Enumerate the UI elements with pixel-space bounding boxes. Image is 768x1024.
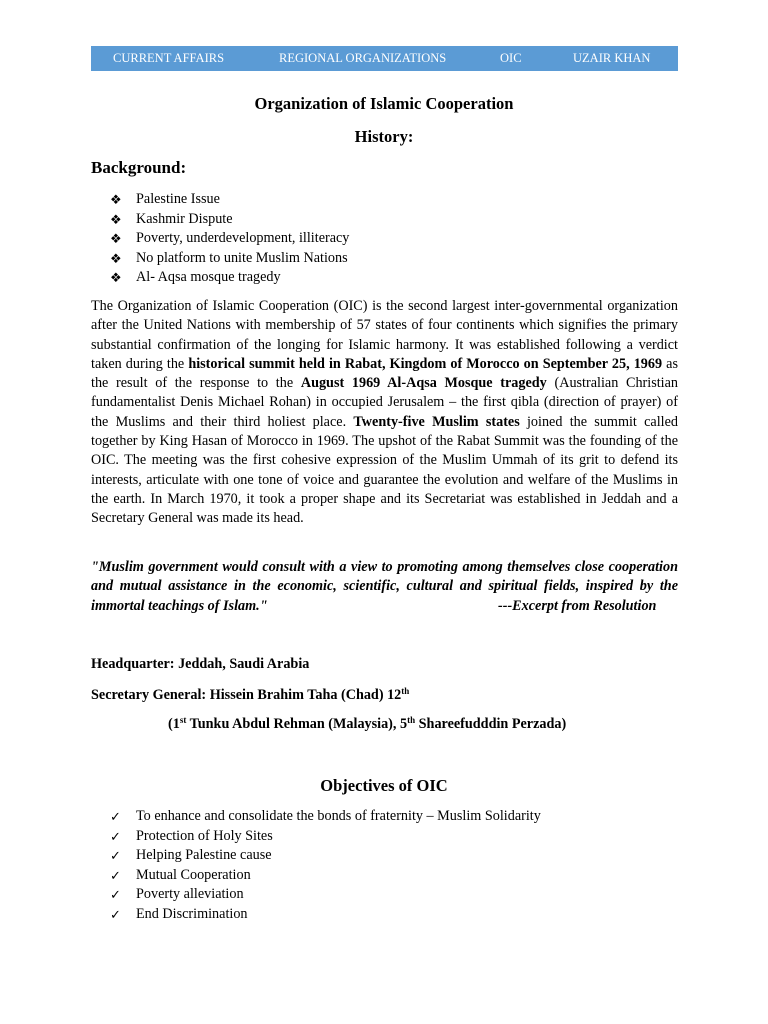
list-item: ✓ To enhance and consolidate the bonds of fraternity – Muslim Solidarity [110,807,541,827]
headquarter-line: Headquarter: Jeddah, Saudi Arabia [91,656,310,672]
former-secretaries-line: (1st Tunku Abdul Rehman (Malaysia), 5th Shareefudddin Perzada) [168,715,567,732]
diamond-bullet-icon: ❖ [110,231,122,246]
page-subtitle: History: [354,127,414,146]
check-mark-icon: ✓ [110,809,121,824]
header-item-regional-organizations: REGIONAL ORGANIZATIONS [279,51,447,65]
diamond-bullet-icon: ❖ [110,211,122,227]
quote-source: ---Excerpt from Resolution [498,597,657,614]
list-item: ✓ Mutual Cooperation [110,866,541,886]
diamond-bullet-icon: ❖ [110,270,122,285]
list-item: ❖ No platform to unite Muslim Nations [110,249,349,269]
list-item: ❖ Poverty, underdevelopment, illiteracy [110,229,349,249]
check-mark-icon: ✓ [110,867,121,883]
check-mark-icon: ✓ [110,906,121,922]
check-mark-icon: ✓ [110,887,121,902]
background-list [110,190,349,288]
list-item: ❖ Al- Aqsa mosque tragedy [110,268,349,288]
secretary-general-line: Secretary General: Hissein Brahim Taha (Chad) 12th [91,686,410,703]
history-paragraph: The Organization of Islamic Cooperation (OIC) is the second largest inter-governmental organization after the United Nations with membership of 57 states of four continents which signifies the primary substantial confirmation of the longing for Islamic harmony. It was established following a verdict taken during the historical summit held in Rabat, Kingdom of Morocco on September 25, 1969 as the result of the response to the August 1969 Al-Aqsa Mosque tragedy (Australian Christian fundamentalist Denis Michael Rohan) in occupied Jerusalem – the first qibla (direction of prayer) of the Muslims and their third holiest place. Twenty-five Muslim states joined the summit called together by King Hasan of Morocco in 1969. The upshot of the Rabat Summit was the founding of the OIC. The meeting was the first cohesive expression of the Muslim Ummah of its grit to defend its interests, articulate with one tone of voice and guarantee the evolution and welfare of the Muslims in the earth. In March 1970, it took a proper shape and its Secretariat was established in Jeddah and a Secretary General was made its head. [91,298,678,527]
header-item-current-affairs: CURRENT AFFAIRS [113,51,225,65]
objectives-heading: Objectives of OIC [320,776,448,795]
list-item: ✓ Protection of Holy Sites [110,827,541,847]
list-item: ❖ Palestine Issue [110,190,349,210]
diamond-bullet-icon: ❖ [110,192,122,207]
list-item: ✓ End Discrimination [110,905,541,925]
objectives-list [110,807,541,924]
resolution-quote: "Muslim government would consult with a view to promoting among themselves close cooperation and mutual assistance in the economic, scientific, cultural and spiritual fields, inspired by the immortal teachings of Islam." ---Excerpt from Resolution [91,558,678,616]
check-mark-icon: ✓ [110,828,121,844]
list-item: ✓ Helping Palestine cause [110,846,541,866]
check-mark-icon: ✓ [110,848,121,863]
header-bar [91,46,678,71]
page-title: Organization of Islamic Cooperation [254,94,514,113]
list-item: ❖ Kashmir Dispute [110,210,349,230]
list-item: ✓ Poverty alleviation [110,885,541,905]
background-heading: Background: [91,158,187,177]
header-item-oic: OIC [500,51,522,65]
diamond-bullet-icon: ❖ [110,250,122,266]
header-item-author: UZAIR KHAN [573,51,651,65]
